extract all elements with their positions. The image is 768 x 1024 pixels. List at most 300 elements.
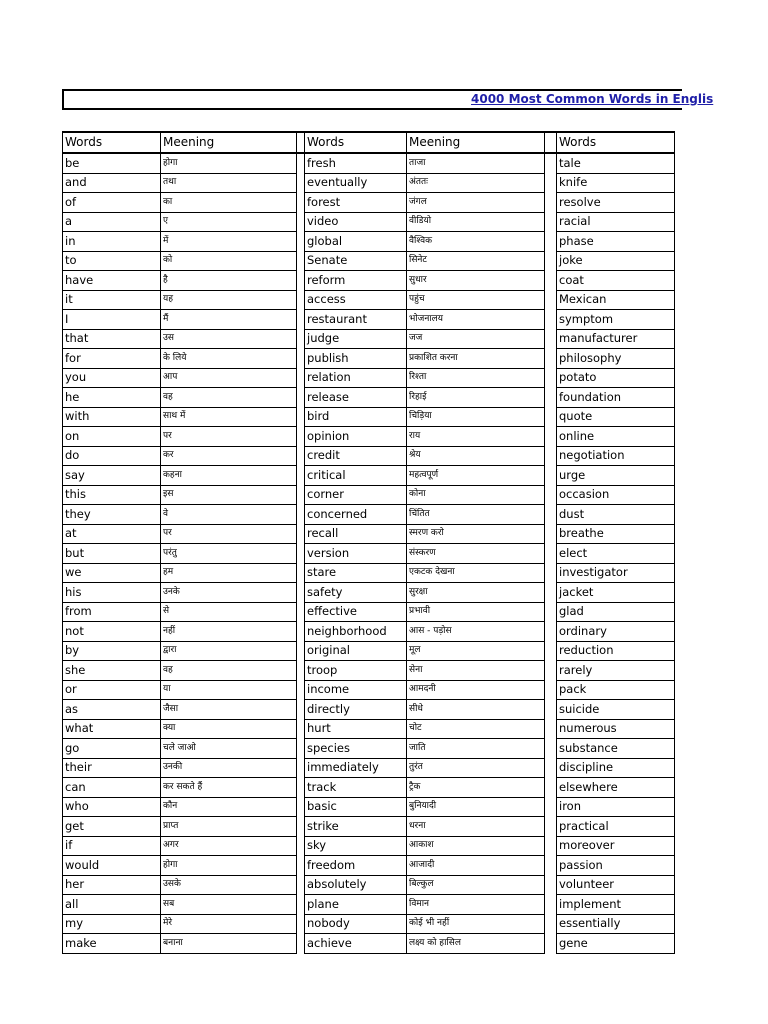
word-cell-1: make (63, 934, 161, 954)
table-row (63, 329, 675, 349)
meaning-cell-1: उसके (161, 875, 297, 895)
word-cell-3: knife (557, 173, 675, 193)
word-cell-2: strike (305, 817, 407, 837)
column-gap (297, 485, 305, 505)
word-cell-2: critical (305, 466, 407, 486)
word-cell-2: absolutely (305, 875, 407, 895)
word-cell-3: practical (557, 817, 675, 837)
meaning-cell-1: वह (161, 661, 297, 681)
word-cell-2: concerned (305, 505, 407, 525)
word-cell-1: go (63, 739, 161, 759)
header-meaning-1: Meening (161, 132, 297, 153)
meaning-cell-1: है (161, 271, 297, 291)
meaning-cell-2: आस - पड़ोस (407, 622, 545, 642)
meaning-cell-1: चले जाओ (161, 739, 297, 759)
word-cell-2: neighborhood (305, 622, 407, 642)
word-cell-2: publish (305, 349, 407, 369)
word-cell-3: tale (557, 153, 675, 173)
word-cell-1: but (63, 544, 161, 564)
word-cell-3: resolve (557, 193, 675, 213)
word-cell-3: foundation (557, 388, 675, 408)
word-cell-1: in (63, 232, 161, 252)
word-cell-2: sky (305, 836, 407, 856)
meaning-cell-2: स्मरण करो (407, 524, 545, 544)
header-words-2: Words (305, 132, 407, 153)
meaning-cell-1: पर (161, 427, 297, 447)
word-cell-3: urge (557, 466, 675, 486)
word-cell-3: implement (557, 895, 675, 915)
word-cell-3: substance (557, 739, 675, 759)
table-row (63, 505, 675, 525)
word-cell-1: to (63, 251, 161, 271)
word-cell-3: iron (557, 797, 675, 817)
column-gap (545, 641, 557, 661)
column-gap (297, 290, 305, 310)
column-gap (545, 934, 557, 954)
meaning-cell-1: का (161, 193, 297, 213)
table-row (63, 914, 675, 934)
column-gap (297, 232, 305, 252)
meaning-cell-1: कर (161, 446, 297, 466)
column-gap (297, 934, 305, 954)
word-cell-3: quote (557, 407, 675, 427)
meaning-cell-2: एकटक देखना (407, 563, 545, 583)
header-row (63, 132, 675, 153)
word-cell-3: ordinary (557, 622, 675, 642)
word-cell-2: forest (305, 193, 407, 213)
table-row (63, 719, 675, 739)
meaning-cell-2: चिड़िया (407, 407, 545, 427)
table-row (63, 173, 675, 193)
table-row (63, 602, 675, 622)
meaning-cell-2: ट्रैक (407, 778, 545, 798)
table-row (63, 388, 675, 408)
column-gap (545, 778, 557, 798)
column-gap (545, 446, 557, 466)
title-bar (62, 89, 714, 110)
word-cell-3: potato (557, 368, 675, 388)
word-cell-2: bird (305, 407, 407, 427)
table-row (63, 271, 675, 291)
meaning-cell-2: रिश्ता (407, 368, 545, 388)
meaning-cell-1: में (161, 232, 297, 252)
table-row (63, 407, 675, 427)
meaning-cell-2: चिंतित (407, 505, 545, 525)
column-gap (545, 700, 557, 720)
word-cell-2: release (305, 388, 407, 408)
meaning-cell-1: इस (161, 485, 297, 505)
word-cell-2: Senate (305, 251, 407, 271)
meaning-cell-2: राय (407, 427, 545, 447)
table-row (63, 466, 675, 486)
meaning-cell-2: कोना (407, 485, 545, 505)
word-cell-2: basic (305, 797, 407, 817)
word-cell-1: and (63, 173, 161, 193)
word-cell-1: say (63, 466, 161, 486)
table-row (63, 661, 675, 681)
word-cell-1: their (63, 758, 161, 778)
column-gap (545, 271, 557, 291)
column-gap (545, 232, 557, 252)
word-cell-1: get (63, 817, 161, 837)
word-cell-3: rarely (557, 661, 675, 681)
table-row (63, 193, 675, 213)
column-gap (297, 661, 305, 681)
column-gap (297, 388, 305, 408)
word-cell-1: who (63, 797, 161, 817)
word-cell-2: hurt (305, 719, 407, 739)
word-cell-3: breathe (557, 524, 675, 544)
column-gap (297, 153, 305, 173)
header-words-1: Words (63, 132, 161, 153)
meaning-cell-2: आकाश (407, 836, 545, 856)
meaning-cell-1: वह (161, 388, 297, 408)
word-cell-1: this (63, 485, 161, 505)
column-gap (545, 466, 557, 486)
word-cell-1: we (63, 563, 161, 583)
word-cell-2: freedom (305, 856, 407, 876)
meaning-cell-1: यह (161, 290, 297, 310)
meaning-cell-2: कोई भी नहीं (407, 914, 545, 934)
word-cell-3: occasion (557, 485, 675, 505)
word-cell-3: pack (557, 680, 675, 700)
word-cell-2: safety (305, 583, 407, 603)
meaning-cell-1: वे (161, 505, 297, 525)
column-gap (545, 544, 557, 564)
word-cell-1: he (63, 388, 161, 408)
word-cell-2: credit (305, 446, 407, 466)
meaning-cell-2: बुनियादी (407, 797, 545, 817)
column-gap (297, 173, 305, 193)
word-cell-2: troop (305, 661, 407, 681)
column-gap (545, 680, 557, 700)
column-gap (545, 193, 557, 213)
table-row (63, 797, 675, 817)
word-cell-2: video (305, 212, 407, 232)
column-gap (297, 349, 305, 369)
word-cell-2: nobody (305, 914, 407, 934)
word-cell-2: reform (305, 271, 407, 291)
meaning-cell-2: सेना (407, 661, 545, 681)
word-cell-1: my (63, 914, 161, 934)
table-row (63, 544, 675, 564)
table-row (63, 310, 675, 330)
table-row (63, 622, 675, 642)
column-gap (545, 427, 557, 447)
table-row (63, 700, 675, 720)
column-gap (545, 212, 557, 232)
meaning-cell-1: से (161, 602, 297, 622)
meaning-cell-2: मूल (407, 641, 545, 661)
column-gap (545, 875, 557, 895)
column-gap (297, 875, 305, 895)
column-gap (297, 368, 305, 388)
column-gap (545, 251, 557, 271)
table-row (63, 758, 675, 778)
meaning-cell-2: भोजनालय (407, 310, 545, 330)
meaning-cell-1: द्वारा (161, 641, 297, 661)
table-row (63, 427, 675, 447)
table-row (63, 641, 675, 661)
meaning-cell-1: होगा (161, 153, 297, 173)
column-gap (297, 797, 305, 817)
word-cell-2: immediately (305, 758, 407, 778)
table-row (63, 232, 675, 252)
word-cell-1: as (63, 700, 161, 720)
word-cell-2: access (305, 290, 407, 310)
meaning-cell-1: अगर (161, 836, 297, 856)
column-gap (545, 661, 557, 681)
word-cell-1: or (63, 680, 161, 700)
meaning-cell-1: पर (161, 524, 297, 544)
column-gap (297, 132, 305, 153)
column-gap (297, 466, 305, 486)
word-cell-2: recall (305, 524, 407, 544)
meaning-cell-2: तुरंत (407, 758, 545, 778)
word-cell-1: on (63, 427, 161, 447)
word-cell-3: philosophy (557, 349, 675, 369)
column-gap (297, 817, 305, 837)
word-cell-3: online (557, 427, 675, 447)
word-cell-3: elect (557, 544, 675, 564)
column-gap (545, 856, 557, 876)
word-cell-1: for (63, 349, 161, 369)
table-row (63, 836, 675, 856)
column-gap (297, 524, 305, 544)
word-cell-3: symptom (557, 310, 675, 330)
meaning-cell-2: चोट (407, 719, 545, 739)
column-gap (545, 368, 557, 388)
meaning-cell-1: तथा (161, 173, 297, 193)
column-gap (297, 271, 305, 291)
meaning-cell-1: नहीं (161, 622, 297, 642)
word-cell-2: opinion (305, 427, 407, 447)
word-cell-2: fresh (305, 153, 407, 173)
word-cell-3: manufacturer (557, 329, 675, 349)
meaning-cell-2: रिहाई (407, 388, 545, 408)
meaning-cell-1: के लिये (161, 349, 297, 369)
column-gap (545, 407, 557, 427)
column-gap (297, 622, 305, 642)
meaning-cell-1: हम (161, 563, 297, 583)
meaning-cell-1: जैसा (161, 700, 297, 720)
word-cell-1: by (63, 641, 161, 661)
meaning-cell-1: या (161, 680, 297, 700)
word-cell-3: elsewhere (557, 778, 675, 798)
meaning-cell-2: सीधे (407, 700, 545, 720)
column-gap (297, 758, 305, 778)
word-cell-2: eventually (305, 173, 407, 193)
column-gap (297, 563, 305, 583)
column-gap (545, 739, 557, 759)
word-cell-2: species (305, 739, 407, 759)
column-gap (297, 914, 305, 934)
table-row (63, 875, 675, 895)
meaning-cell-1: आप (161, 368, 297, 388)
column-gap (297, 739, 305, 759)
meaning-cell-2: अंततः (407, 173, 545, 193)
word-cell-1: all (63, 895, 161, 915)
table-row (63, 446, 675, 466)
word-cell-1: you (63, 368, 161, 388)
word-cell-3: volunteer (557, 875, 675, 895)
word-cell-2: track (305, 778, 407, 798)
column-gap (297, 641, 305, 661)
word-table (62, 131, 675, 954)
word-cell-3: coat (557, 271, 675, 291)
meaning-cell-2: सुधार (407, 271, 545, 291)
table-row (63, 895, 675, 915)
table-row (63, 368, 675, 388)
column-gap (297, 310, 305, 330)
column-gap (545, 836, 557, 856)
meaning-cell-1: कौन (161, 797, 297, 817)
word-cell-3: Mexican (557, 290, 675, 310)
meaning-cell-2: संस्करण (407, 544, 545, 564)
word-cell-1: her (63, 875, 161, 895)
column-gap (297, 329, 305, 349)
word-cell-3: numerous (557, 719, 675, 739)
meaning-cell-2: श्रेय (407, 446, 545, 466)
word-cell-3: suicide (557, 700, 675, 720)
column-gap (297, 212, 305, 232)
word-cell-1: not (63, 622, 161, 642)
column-gap (297, 251, 305, 271)
table-row (63, 153, 675, 173)
meaning-cell-2: जंगल (407, 193, 545, 213)
column-gap (545, 524, 557, 544)
table-row (63, 856, 675, 876)
column-gap (545, 602, 557, 622)
word-cell-3: racial (557, 212, 675, 232)
meaning-cell-2: प्रकाशित करना (407, 349, 545, 369)
table-row (63, 739, 675, 759)
word-cell-3: moreover (557, 836, 675, 856)
column-gap (545, 563, 557, 583)
header-meaning-2: Meening (407, 132, 545, 153)
word-cell-1: they (63, 505, 161, 525)
meaning-cell-2: बिल्कुल (407, 875, 545, 895)
column-gap (545, 388, 557, 408)
table-row (63, 290, 675, 310)
word-cell-2: global (305, 232, 407, 252)
word-table-body (63, 132, 675, 953)
meaning-cell-1: कर सकते हैं (161, 778, 297, 798)
meaning-cell-2: विमान (407, 895, 545, 915)
table-row (63, 251, 675, 271)
word-cell-3: joke (557, 251, 675, 271)
word-cell-3: glad (557, 602, 675, 622)
meaning-cell-2: महत्वपूर्ण (407, 466, 545, 486)
column-gap (545, 290, 557, 310)
meaning-cell-2: वीडियो (407, 212, 545, 232)
word-cell-3: investigator (557, 563, 675, 583)
column-gap (297, 446, 305, 466)
word-cell-1: his (63, 583, 161, 603)
table-row (63, 583, 675, 603)
word-cell-1: have (63, 271, 161, 291)
meaning-cell-2: धरना (407, 817, 545, 837)
meaning-cell-1: प्राप्त (161, 817, 297, 837)
column-gap (297, 505, 305, 525)
meaning-cell-2: आमदनी (407, 680, 545, 700)
word-cell-1: with (63, 407, 161, 427)
word-cell-2: restaurant (305, 310, 407, 330)
column-gap (545, 914, 557, 934)
meaning-cell-2: सुरक्षा (407, 583, 545, 603)
meaning-cell-2: सिनेट (407, 251, 545, 271)
column-gap (545, 349, 557, 369)
table-row (63, 817, 675, 837)
meaning-cell-1: उनके (161, 583, 297, 603)
word-cell-1: that (63, 329, 161, 349)
column-gap (297, 700, 305, 720)
meaning-cell-2: ताजा (407, 153, 545, 173)
meaning-cell-1: उस (161, 329, 297, 349)
column-gap (545, 153, 557, 173)
meaning-cell-2: प्रभावी (407, 602, 545, 622)
column-gap (297, 895, 305, 915)
column-gap (297, 193, 305, 213)
meaning-cell-1: क्या (161, 719, 297, 739)
word-cell-1: of (63, 193, 161, 213)
word-cell-2: corner (305, 485, 407, 505)
column-gap (545, 797, 557, 817)
column-gap (545, 485, 557, 505)
word-cell-3: passion (557, 856, 675, 876)
column-gap (545, 173, 557, 193)
word-cell-3: essentially (557, 914, 675, 934)
column-gap (297, 602, 305, 622)
meaning-cell-1: कहना (161, 466, 297, 486)
column-gap (545, 622, 557, 642)
meaning-cell-2: आजादी (407, 856, 545, 876)
column-gap (297, 680, 305, 700)
word-cell-2: stare (305, 563, 407, 583)
column-gap (545, 310, 557, 330)
word-cell-1: I (63, 310, 161, 330)
column-gap (545, 719, 557, 739)
word-cell-1: can (63, 778, 161, 798)
word-cell-2: version (305, 544, 407, 564)
column-gap (297, 407, 305, 427)
word-cell-1: what (63, 719, 161, 739)
word-cell-2: judge (305, 329, 407, 349)
column-gap (545, 758, 557, 778)
header-words-3: Words (557, 132, 675, 153)
meaning-cell-2: लक्ष्य को हासिल (407, 934, 545, 954)
word-cell-2: directly (305, 700, 407, 720)
table-row (63, 485, 675, 505)
meaning-cell-2: पहुंच (407, 290, 545, 310)
word-cell-2: plane (305, 895, 407, 915)
column-gap (545, 132, 557, 153)
meaning-cell-1: परंतु (161, 544, 297, 564)
table-row (63, 349, 675, 369)
column-gap (545, 505, 557, 525)
word-cell-1: from (63, 602, 161, 622)
word-cell-1: it (63, 290, 161, 310)
column-gap (297, 583, 305, 603)
word-cell-3: negotiation (557, 446, 675, 466)
meaning-cell-2: जाति (407, 739, 545, 759)
meaning-cell-2: जज (407, 329, 545, 349)
column-gap (297, 778, 305, 798)
meaning-cell-1: साथ में (161, 407, 297, 427)
word-cell-2: effective (305, 602, 407, 622)
title-link[interactable]: 4000 Most Common Words in Englis (471, 92, 714, 106)
word-cell-2: original (305, 641, 407, 661)
